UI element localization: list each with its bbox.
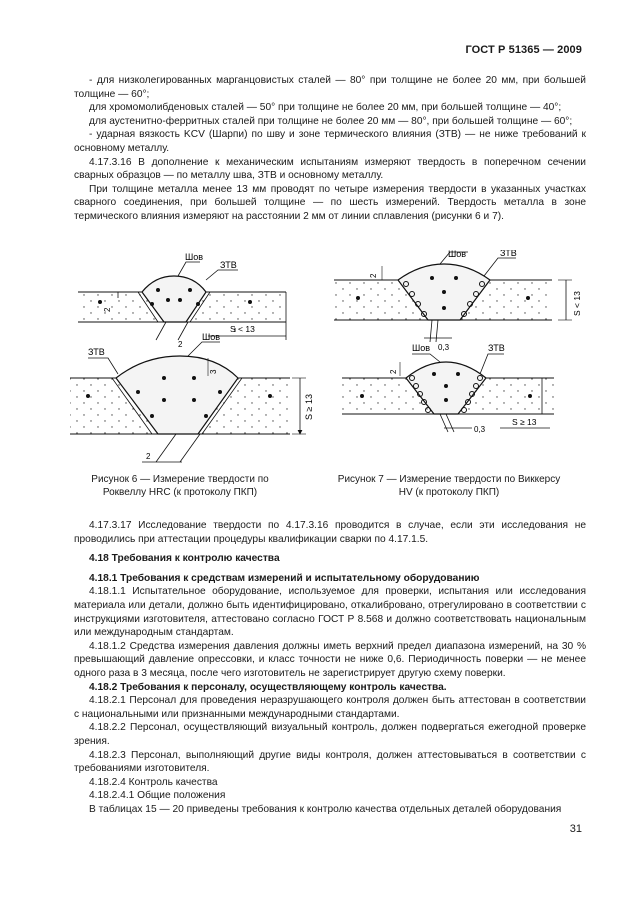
- paragraph: При толщине металла менее 13 мм проводят по четыре измерения твердости в указанных участках сварного соединения, при большей толщине — по шесть измерений. Твердость металла в зоне термического влияния измеряют на расстоянии 2 мм от линии сплавления (рисунки 6 и 7).: [74, 183, 586, 222]
- page-header: ГОСТ Р 51365 — 2009: [465, 44, 582, 56]
- fig7-caption: Рисунок 7 — Измерение твердости по Виккерсу HV (к протоколу ПКП): [337, 474, 561, 498]
- fig7-top-dim-b: 0,3: [438, 343, 450, 352]
- paragraph: для аустенитно-ферритных сталей при толщине не более 20 мм — 80°, при большей толщине — 60°;: [89, 115, 573, 127]
- paragraph: 4.18.2.4 Контроль качества: [89, 776, 218, 788]
- top-text-block: [74, 74, 586, 224]
- paragraph: 4.18.2.2 Персонал, осуществляющий визуальный контроль, должен подвергаться ежегодной проверке зрения.: [74, 722, 586, 747]
- fig7-bottom-dim-a: 2: [389, 369, 398, 374]
- paragraph: - для низколегированных марганцовистых сталей — 80° при толщине не более 20 мм, при большей толщине — 60°;: [74, 75, 586, 100]
- paragraph: - ударная вязкость KCV (Шарпи) по шву и зоне термического влияния (ЗТВ) — не ниже требований к основному металлу.: [74, 129, 586, 154]
- paragraph: 4.18.1.1 Испытательное оборудование, используемое для проверки, испытания или исследования материала или детали, должно быть идентифицировано, откалибровано, отрегулировано в соответствии с инструкциями изготовителя, аттестовано согласно ГОСТ Р 8.568 и должно соответствовать национальным или международным стандартам.: [74, 586, 586, 639]
- fig6-bottom-weld-label: Шов: [202, 332, 221, 342]
- paragraph: В таблицах 15 — 20 приведены требования к контролю качества отдельных деталей оборудования: [89, 803, 562, 815]
- paragraph: 4.18.1.2 Средства измерения давления должны иметь верхний предел диапазона измерений, на 30 % превышающий давление опрессовки, и класс точности не ниже 0,6. Периодичность поверки — не менее одного раза в 3 месяца, после чего изготовитель не зарегистрирует другую схему поверки.: [74, 640, 586, 679]
- paragraph: 4.18.2.4.1 Общие положения: [89, 790, 226, 802]
- fig7-bottom-haz-label: ЗТВ: [488, 343, 505, 353]
- fig6-bottom-dim-a: 3: [209, 369, 218, 374]
- fig6-caption: Рисунок 6 — Измерение твердости по Роквеллу HRC (к протоколу ПКП): [91, 474, 269, 498]
- fig7-bottom-diagram: [342, 343, 554, 434]
- fig7-bottom-weld-label: Шов: [412, 343, 431, 353]
- paragraph: 4.18.2.1 Персонал для проведения неразрушающего контроля должен быть аттестован в соответствии с национальными или признанными международными стандартами.: [74, 695, 586, 720]
- fig6-bottom-dim-b: 2: [146, 452, 151, 461]
- page-number: 31: [569, 823, 582, 835]
- bottom-text-block: [74, 519, 586, 816]
- fig7-bottom-thickness: S ≥ 13: [512, 417, 537, 427]
- paragraph: 4.18.2.3 Персонал, выполняющий другие виды контроля, должен аттестовываться в соответствии с требованиями изготовителя.: [74, 749, 586, 775]
- fig7-top-dim-a: 2: [369, 273, 378, 278]
- paragraph: 4.17.3.17 Исследование твердости по 4.17.3.16 проводится в случае, если эти исследования не проводились при аттестации процедуры квалификации сварки по 4.17.1.5.: [74, 520, 586, 545]
- fig7-top-thickness: S < 13: [572, 291, 582, 316]
- fig6-top-dim-a: 2: [103, 307, 112, 312]
- fig6-bottom-haz-label: ЗТВ: [88, 347, 105, 357]
- paragraph: 4.17.3.16 В дополнение к механическим испытаниям измеряют твердость в поперечном сечении сварных образцов — по металлу шва, ЗТВ и основному металлу.: [74, 156, 586, 182]
- fig7-bottom-dim-b: 0,3: [474, 425, 486, 434]
- section-heading: 4.18 Требования к контролю качества: [89, 553, 280, 565]
- fig6-top-diagram: [78, 252, 286, 349]
- figures-area: [60, 250, 600, 510]
- section-heading: 4.18.2 Требования к персоналу, осуществляющему контроль качества.: [89, 681, 447, 693]
- fig7-top-weld-label: Шов: [448, 250, 467, 260]
- fig6-top-dim-b: 2: [178, 340, 183, 349]
- section-heading: 4.18.1 Требования к средствам измерений и испытательному оборудованию: [89, 572, 480, 584]
- fig6-bottom-diagram: [70, 332, 314, 462]
- fig6-bottom-thickness: S ≥ 13: [304, 394, 314, 420]
- fig6-top-weld-label: Шов: [185, 252, 204, 262]
- paragraph: для хромомолибденовых сталей — 50° при толщине не более 20 мм, при большей толщине — 40°;: [89, 102, 562, 114]
- fig6-top-haz-label: ЗТВ: [220, 260, 237, 270]
- fig7-top-haz-label: ЗТВ: [500, 250, 517, 258]
- fig6-top-thickness: S < 13: [230, 324, 255, 334]
- fig7-top-diagram: [334, 250, 582, 352]
